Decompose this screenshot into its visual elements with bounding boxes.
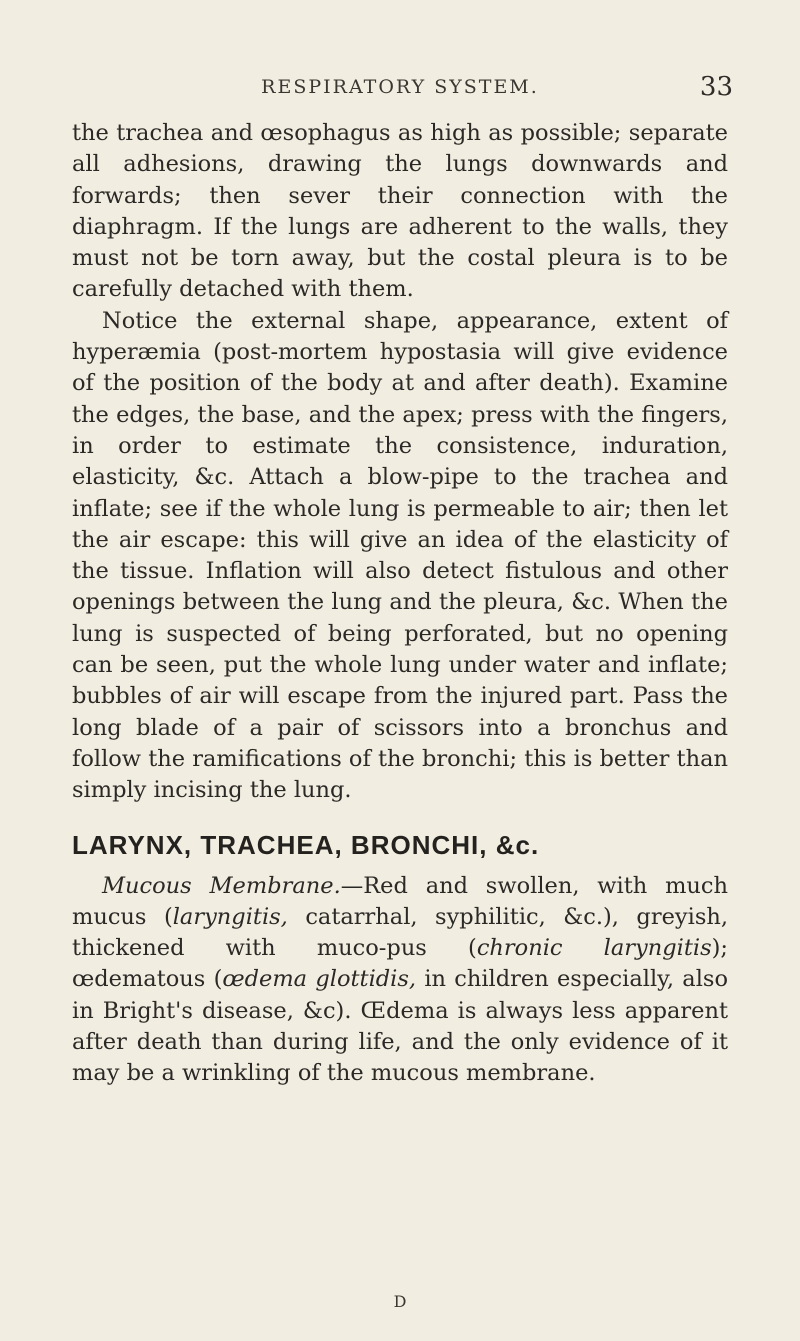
mucous-text-1: —Red and swollen, with much mucus ( [72, 872, 728, 930]
body-text [72, 118, 728, 1090]
section-heading: LARYNX, TRACHEA, BRONCHI, &c. [72, 829, 540, 860]
paragraph-mucous-membrane [72, 871, 728, 1090]
term-oedema-glottidis: œdema glottidis, [222, 966, 417, 993]
mucous-text-3: ); œdematous ( [72, 935, 728, 993]
mucous-membrane-title: Mucous Membrane. [102, 872, 341, 899]
mucous-text-2: catarrhal, syphilitic, &c.), greyish, thickened with muco-pus ( [72, 903, 729, 962]
running-head: RESPIRATORY SYSTEM. [261, 76, 539, 98]
term-laryngitis: laryngitis, [172, 903, 288, 930]
mucous-text-4: in children especially, also in Bright's disease, &c). Œdema is always less apparent after death than during life, and the only evidence of it may be a wrinkling of the mucous membrane. [72, 966, 728, 1087]
term-chronic-laryngitis: chronic laryngitis [476, 935, 712, 962]
paragraph-dissection: the trachea and œsophagus as high as possible; separate all adhesions, drawing the lungs downwards and forwards; then sever their connection with the diaphragm. If the lungs are adherent to the walls, they must not be torn away, but the costal pleura is to be carefully detached with them. [72, 120, 728, 303]
signature-mark: D [393, 1292, 407, 1311]
paragraph-examination: Notice the external shape, appearance, extent of hyperæmia (post-mortem hypostasia will give evidence of the position of the body at and after death). Examine the edges, the base, and the apex; press with the fingers, in order to estimate the consistence, induration, elasticity, &c. Attach a blow-pipe to the trachea and inflate; see if the whole lung is permeable to air; then let the air escape: this will give an idea of the elasticity of the tissue. Inflation will also detect fistulous and other openings between the lung and the pleura, &c. When the lung is suspected of being perforated, but no opening can be seen, put the whole lung under water and inflate; bubbles of air will escape from the injured part. Pass the long blade of a pair of scissors into a bronchus and follow the ramifications of the bronchi; this is better than simply incising the lung. [72, 307, 728, 804]
page-number: 33 [699, 72, 733, 102]
page-header [0, 72, 800, 102]
